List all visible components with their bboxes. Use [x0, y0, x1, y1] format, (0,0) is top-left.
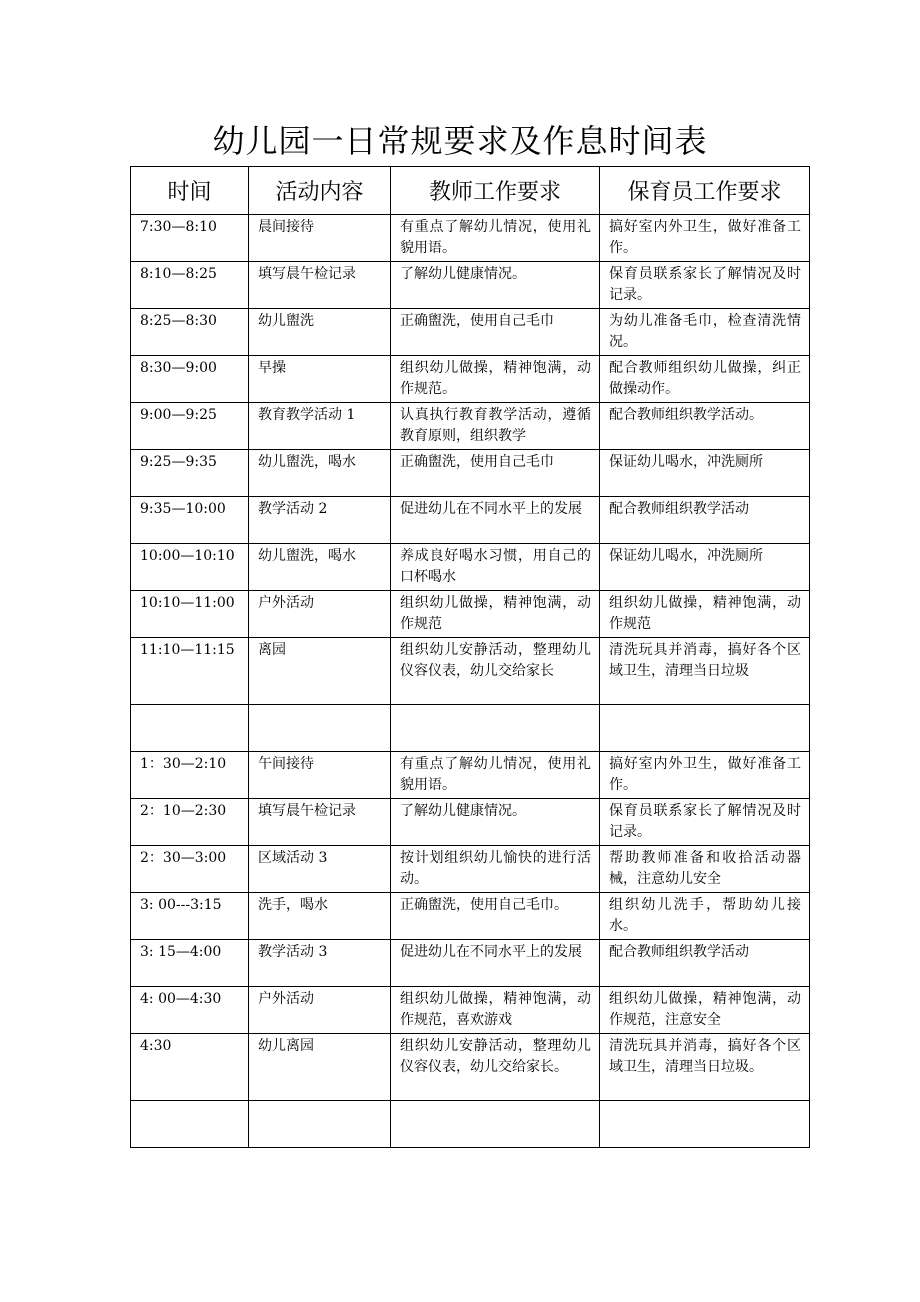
cell-caregiver: 配合教师组织教学活动 [600, 497, 810, 544]
cell-caregiver: 组织幼儿做操，精神饱满，动作规范 [600, 591, 810, 638]
cell-caregiver: 为幼儿准备毛巾，检查清洗情况。 [600, 309, 810, 356]
cell-teacher: 了解幼儿健康情况。 [391, 262, 600, 309]
cell-caregiver [600, 705, 810, 752]
cell-time: 3: 15—4:00 [131, 940, 249, 987]
cell-activity: 教学活动 3 [249, 940, 391, 987]
table-row [131, 752, 810, 799]
header-activity: 活动内容 [249, 167, 391, 215]
cell-caregiver: 组织幼儿做操，精神饱满，动作规范，注意安全 [600, 987, 810, 1034]
table-row-empty [131, 1101, 810, 1148]
cell-activity: 幼儿离园 [249, 1034, 391, 1101]
table-row [131, 987, 810, 1034]
cell-activity: 幼儿盥洗，喝水 [249, 544, 391, 591]
cell-teacher: 养成良好喝水习惯，用自己的口杯喝水 [391, 544, 600, 591]
page-title: 幼儿园一日常规要求及作息时间表 [212, 122, 708, 160]
table-row [131, 497, 810, 544]
cell-activity: 填写晨午检记录 [249, 799, 391, 846]
cell-time: 10:10—11:00 [131, 591, 249, 638]
cell-teacher [391, 705, 600, 752]
cell-teacher: 组织幼儿做操，精神饱满，动作规范。 [391, 356, 600, 403]
cell-teacher: 组织幼儿安静活动，整理幼儿仪容仪表，幼儿交给家长 [391, 638, 600, 705]
table-row [131, 893, 810, 940]
cell-teacher: 组织幼儿做操，精神饱满，动作规范，喜欢游戏 [391, 987, 600, 1034]
table-row [131, 1034, 810, 1101]
table-row [131, 544, 810, 591]
table-row-empty [131, 705, 810, 752]
table-row [131, 940, 810, 987]
cell-caregiver: 清洗玩具并消毒，搞好各个区域卫生，清理当日垃圾。 [600, 1034, 810, 1101]
cell-teacher: 认真执行教育教学活动，遵循教育原则，组织教学 [391, 403, 600, 450]
cell-caregiver: 配合教师组织幼儿做操，纠正做操动作。 [600, 356, 810, 403]
schedule-table [130, 166, 810, 1148]
cell-time: 7:30—8:10 [131, 215, 249, 262]
cell-time: 8:10—8:25 [131, 262, 249, 309]
cell-caregiver: 保证幼儿喝水，冲洗厕所 [600, 450, 810, 497]
table-row [131, 403, 810, 450]
cell-teacher: 正确盥洗，使用自己毛巾 [391, 309, 600, 356]
table-row [131, 356, 810, 403]
table-row [131, 846, 810, 893]
cell-time: 1：30—2:10 [131, 752, 249, 799]
cell-time: 2：30—3:00 [131, 846, 249, 893]
cell-caregiver: 搞好室内外卫生，做好准备工作。 [600, 215, 810, 262]
cell-activity: 区域活动 3 [249, 846, 391, 893]
cell-time: 8:30—9:00 [131, 356, 249, 403]
table-row [131, 591, 810, 638]
header-teacher-requirements: 教师工作要求 [391, 167, 600, 215]
cell-teacher: 了解幼儿健康情况。 [391, 799, 600, 846]
cell-activity: 幼儿盥洗 [249, 309, 391, 356]
cell-activity [249, 705, 391, 752]
header-time: 时间 [131, 167, 249, 215]
cell-teacher [391, 1101, 600, 1148]
cell-caregiver: 保育员联系家长了解情况及时记录。 [600, 799, 810, 846]
cell-activity: 午间接待 [249, 752, 391, 799]
cell-activity: 早操 [249, 356, 391, 403]
cell-teacher: 按计划组织幼儿愉快的进行活动。 [391, 846, 600, 893]
cell-caregiver: 帮助教师准备和收拾活动器械，注意幼儿安全 [600, 846, 810, 893]
cell-caregiver: 组织幼儿洗手，帮助幼儿接水。 [600, 893, 810, 940]
table-row [131, 638, 810, 705]
cell-activity: 晨间接待 [249, 215, 391, 262]
cell-caregiver: 清洗玩具并消毒，搞好各个区域卫生，清理当日垃圾 [600, 638, 810, 705]
cell-time: 4: 00—4:30 [131, 987, 249, 1034]
cell-time: 2：10—2:30 [131, 799, 249, 846]
cell-activity [249, 1101, 391, 1148]
cell-time: 9:35—10:00 [131, 497, 249, 544]
cell-time [131, 705, 249, 752]
table-row [131, 309, 810, 356]
cell-caregiver [600, 1101, 810, 1148]
cell-teacher: 组织幼儿安静活动，整理幼儿仪容仪表，幼儿交给家长。 [391, 1034, 600, 1101]
cell-time: 3: 00---3:15 [131, 893, 249, 940]
table-row [131, 215, 810, 262]
cell-caregiver: 配合教师组织教学活动 [600, 940, 810, 987]
cell-time: 9:25—9:35 [131, 450, 249, 497]
cell-activity: 洗手，喝水 [249, 893, 391, 940]
cell-time: 9:00—9:25 [131, 403, 249, 450]
cell-caregiver: 保证幼儿喝水，冲洗厕所 [600, 544, 810, 591]
cell-activity: 户外活动 [249, 987, 391, 1034]
cell-activity: 教育教学活动 1 [249, 403, 391, 450]
table-row [131, 262, 810, 309]
cell-time: 11:10—11:15 [131, 638, 249, 705]
cell-time [131, 1101, 249, 1148]
cell-activity: 户外活动 [249, 591, 391, 638]
cell-activity: 教学活动 2 [249, 497, 391, 544]
cell-time: 10:00—10:10 [131, 544, 249, 591]
cell-time: 4:30 [131, 1034, 249, 1101]
table-row [131, 799, 810, 846]
cell-caregiver: 保育员联系家长了解情况及时记录。 [600, 262, 810, 309]
cell-teacher: 促进幼儿在不同水平上的发展 [391, 497, 600, 544]
cell-teacher: 正确盥洗，使用自己毛巾 [391, 450, 600, 497]
cell-teacher: 有重点了解幼儿情况，使用礼貌用语。 [391, 215, 600, 262]
cell-time: 8:25—8:30 [131, 309, 249, 356]
cell-activity: 填写晨午检记录 [249, 262, 391, 309]
cell-activity: 离园 [249, 638, 391, 705]
cell-teacher: 有重点了解幼儿情况，使用礼貌用语。 [391, 752, 600, 799]
cell-activity: 幼儿盥洗，喝水 [249, 450, 391, 497]
cell-caregiver: 配合教师组织教学活动。 [600, 403, 810, 450]
cell-teacher: 正确盥洗，使用自己毛巾。 [391, 893, 600, 940]
header-caregiver-requirements: 保育员工作要求 [600, 167, 810, 215]
cell-teacher: 组织幼儿做操，精神饱满，动作规范 [391, 591, 600, 638]
table-header-row [131, 167, 810, 215]
cell-caregiver: 搞好室内外卫生，做好准备工作。 [600, 752, 810, 799]
table-row [131, 450, 810, 497]
cell-teacher: 促进幼儿在不同水平上的发展 [391, 940, 600, 987]
